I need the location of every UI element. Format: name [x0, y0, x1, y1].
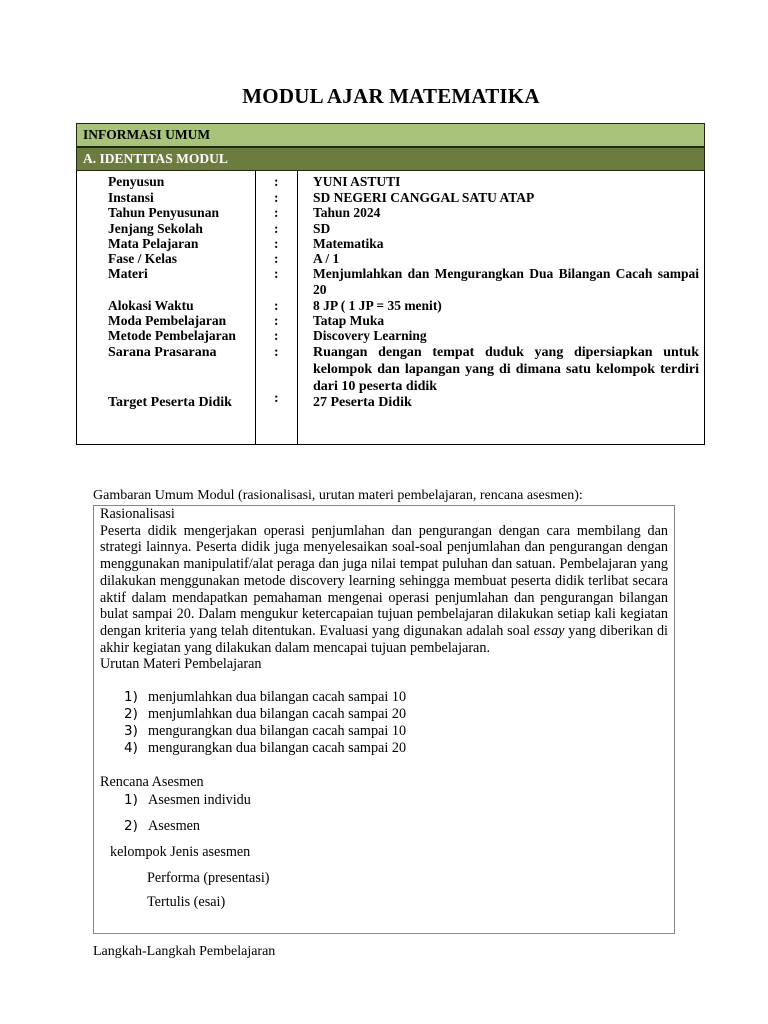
identity-value: Ruangan dengan tempat duduk yang dipersiapkan untuk kelompok dan lapangan yang di dimana satu kelompok terdiri dari 10 peserta didik [313, 345, 699, 394]
identity-label: Metode Pembelajaran [108, 328, 236, 343]
identity-colon: : [274, 313, 279, 328]
identity-colon: : [274, 236, 279, 251]
list-text: menjumlahkan dua bilangan cacah sampai 20 [148, 706, 407, 722]
identity-label: Alokasi Waktu [108, 297, 194, 313]
identity-value: Menjumlahkan dan Mengurangkan Dua Bilangan Cacah sampai 20 [313, 266, 699, 297]
table-divider [255, 171, 256, 444]
section-heading-langkah: Langkah-Langkah Pembelajaran [93, 944, 276, 959]
identity-colon: : [274, 391, 279, 406]
urutan-heading: Urutan Materi Pembelajaran [100, 656, 262, 673]
identity-value: YUNI ASTUTI [313, 174, 401, 189]
identity-value: Matematika [313, 236, 384, 251]
page-title: MODUL AJAR MATEMATIKA [242, 84, 540, 108]
gambaran-heading: Gambaran Umum Modul (rasionalisasi, urutan materi pembelajaran, rencana asesmen): [93, 488, 583, 503]
identity-colon: : [274, 251, 279, 266]
identity-label: Jenjang Sekolah [108, 220, 203, 236]
rasionalisasi-paragraph [100, 523, 668, 657]
identity-colon: : [274, 297, 279, 313]
identity-colon: : [274, 205, 279, 220]
list-text: menjumlahkan dua bilangan cacah sampai 10 [148, 689, 407, 705]
identity-value: Discovery Learning [313, 328, 427, 343]
identity-label: Materi [108, 266, 148, 281]
list-text: Asesmen individu [148, 792, 251, 808]
identity-value: SD NEGERI CANGGAL SATU ATAP [313, 189, 535, 205]
section-header-informasi-umum: INFORMASI UMUM [76, 123, 705, 147]
identity-value: Tatap Muka [313, 313, 385, 328]
identity-label: Mata Pelajaran [108, 236, 199, 251]
identity-label: Sarana Prasarana [108, 345, 217, 360]
identity-value: A / 1 [313, 251, 340, 266]
identity-label: Instansi [108, 189, 154, 205]
identity-value: Tahun 2024 [313, 205, 381, 220]
identity-colon: : [274, 220, 279, 236]
identity-colon: : [274, 266, 279, 281]
list-number: 2) [124, 706, 138, 722]
identity-label: Fase / Kelas [108, 251, 177, 266]
identity-colon: : [274, 189, 279, 205]
rencana-heading: Rencana Asesmen [100, 774, 204, 790]
list-number: 1) [124, 792, 138, 808]
identity-value: 8 JP ( 1 JP = 35 menit) [313, 297, 442, 313]
identity-value: 27 Peserta Didik [313, 395, 412, 410]
table-divider [297, 171, 298, 444]
identity-label: Target Peserta Didik [108, 395, 232, 410]
list-number: 2) [124, 818, 138, 834]
list-text: Asesmen [148, 818, 201, 834]
rencana-continuation: kelompok Jenis asesmen [110, 844, 251, 860]
rasionalisasi-heading: Rasionalisasi [100, 506, 175, 522]
identity-colon: : [274, 174, 279, 189]
identity-value: SD [313, 220, 331, 236]
rasionalisasi-italic-term: essay [533, 622, 565, 639]
section-header-identitas-modul: A. IDENTITAS MODUL [76, 147, 705, 171]
list-number: 4) [124, 740, 138, 756]
identity-colon: : [274, 345, 279, 360]
identity-label: Moda Pembelajaran [108, 313, 227, 328]
jenis-asesmen-item: Performa (presentasi) [147, 870, 270, 886]
identity-colon: : [274, 328, 279, 343]
list-text: mengurangkan dua bilangan cacah sampai 20 [148, 740, 407, 756]
list-text: mengurangkan dua bilangan cacah sampai 10 [148, 723, 407, 739]
identity-label: Penyusun [108, 174, 165, 189]
jenis-asesmen-item: Tertulis (esai) [147, 894, 226, 910]
list-number: 3) [124, 723, 138, 739]
list-number: 1) [124, 689, 138, 705]
gambaran-umum-box [93, 505, 675, 934]
rasionalisasi-text: Peserta didik mengerjakan operasi penjumlahan dan pengurangan dengan cara membilang dan strategi lainnya. Peserta didik juga menyelesaikan soal-soal penjumlahan dan pengurangan dengan menggunakan manipulatif/alat peraga dan juga nilai tempat puluhan dan satuan. Pembelajaran yang dilakukan menggunakan metode discovery learning sehingga membuat peserta didik terlibat secara aktif dalam mendapatkan pemahaman mengenai operasi penjumlahan dan pengurangan bilangan bulat sampai 20. Dalam mengukur ketercapaian tujuan pembelajaran dilakukan setiap kali kegiatan dengan kriteria yang telah ditentukan. Evaluasi yang digunakan adalah soal [100, 522, 668, 639]
identity-table [76, 171, 705, 445]
rasionalisasi-text-end: yang diberikan di akhir kegiatan yang dilakukan dalam mencapai tujuan pembelajaran. [100, 622, 668, 656]
identity-label: Tahun Penyusunan [108, 205, 219, 220]
